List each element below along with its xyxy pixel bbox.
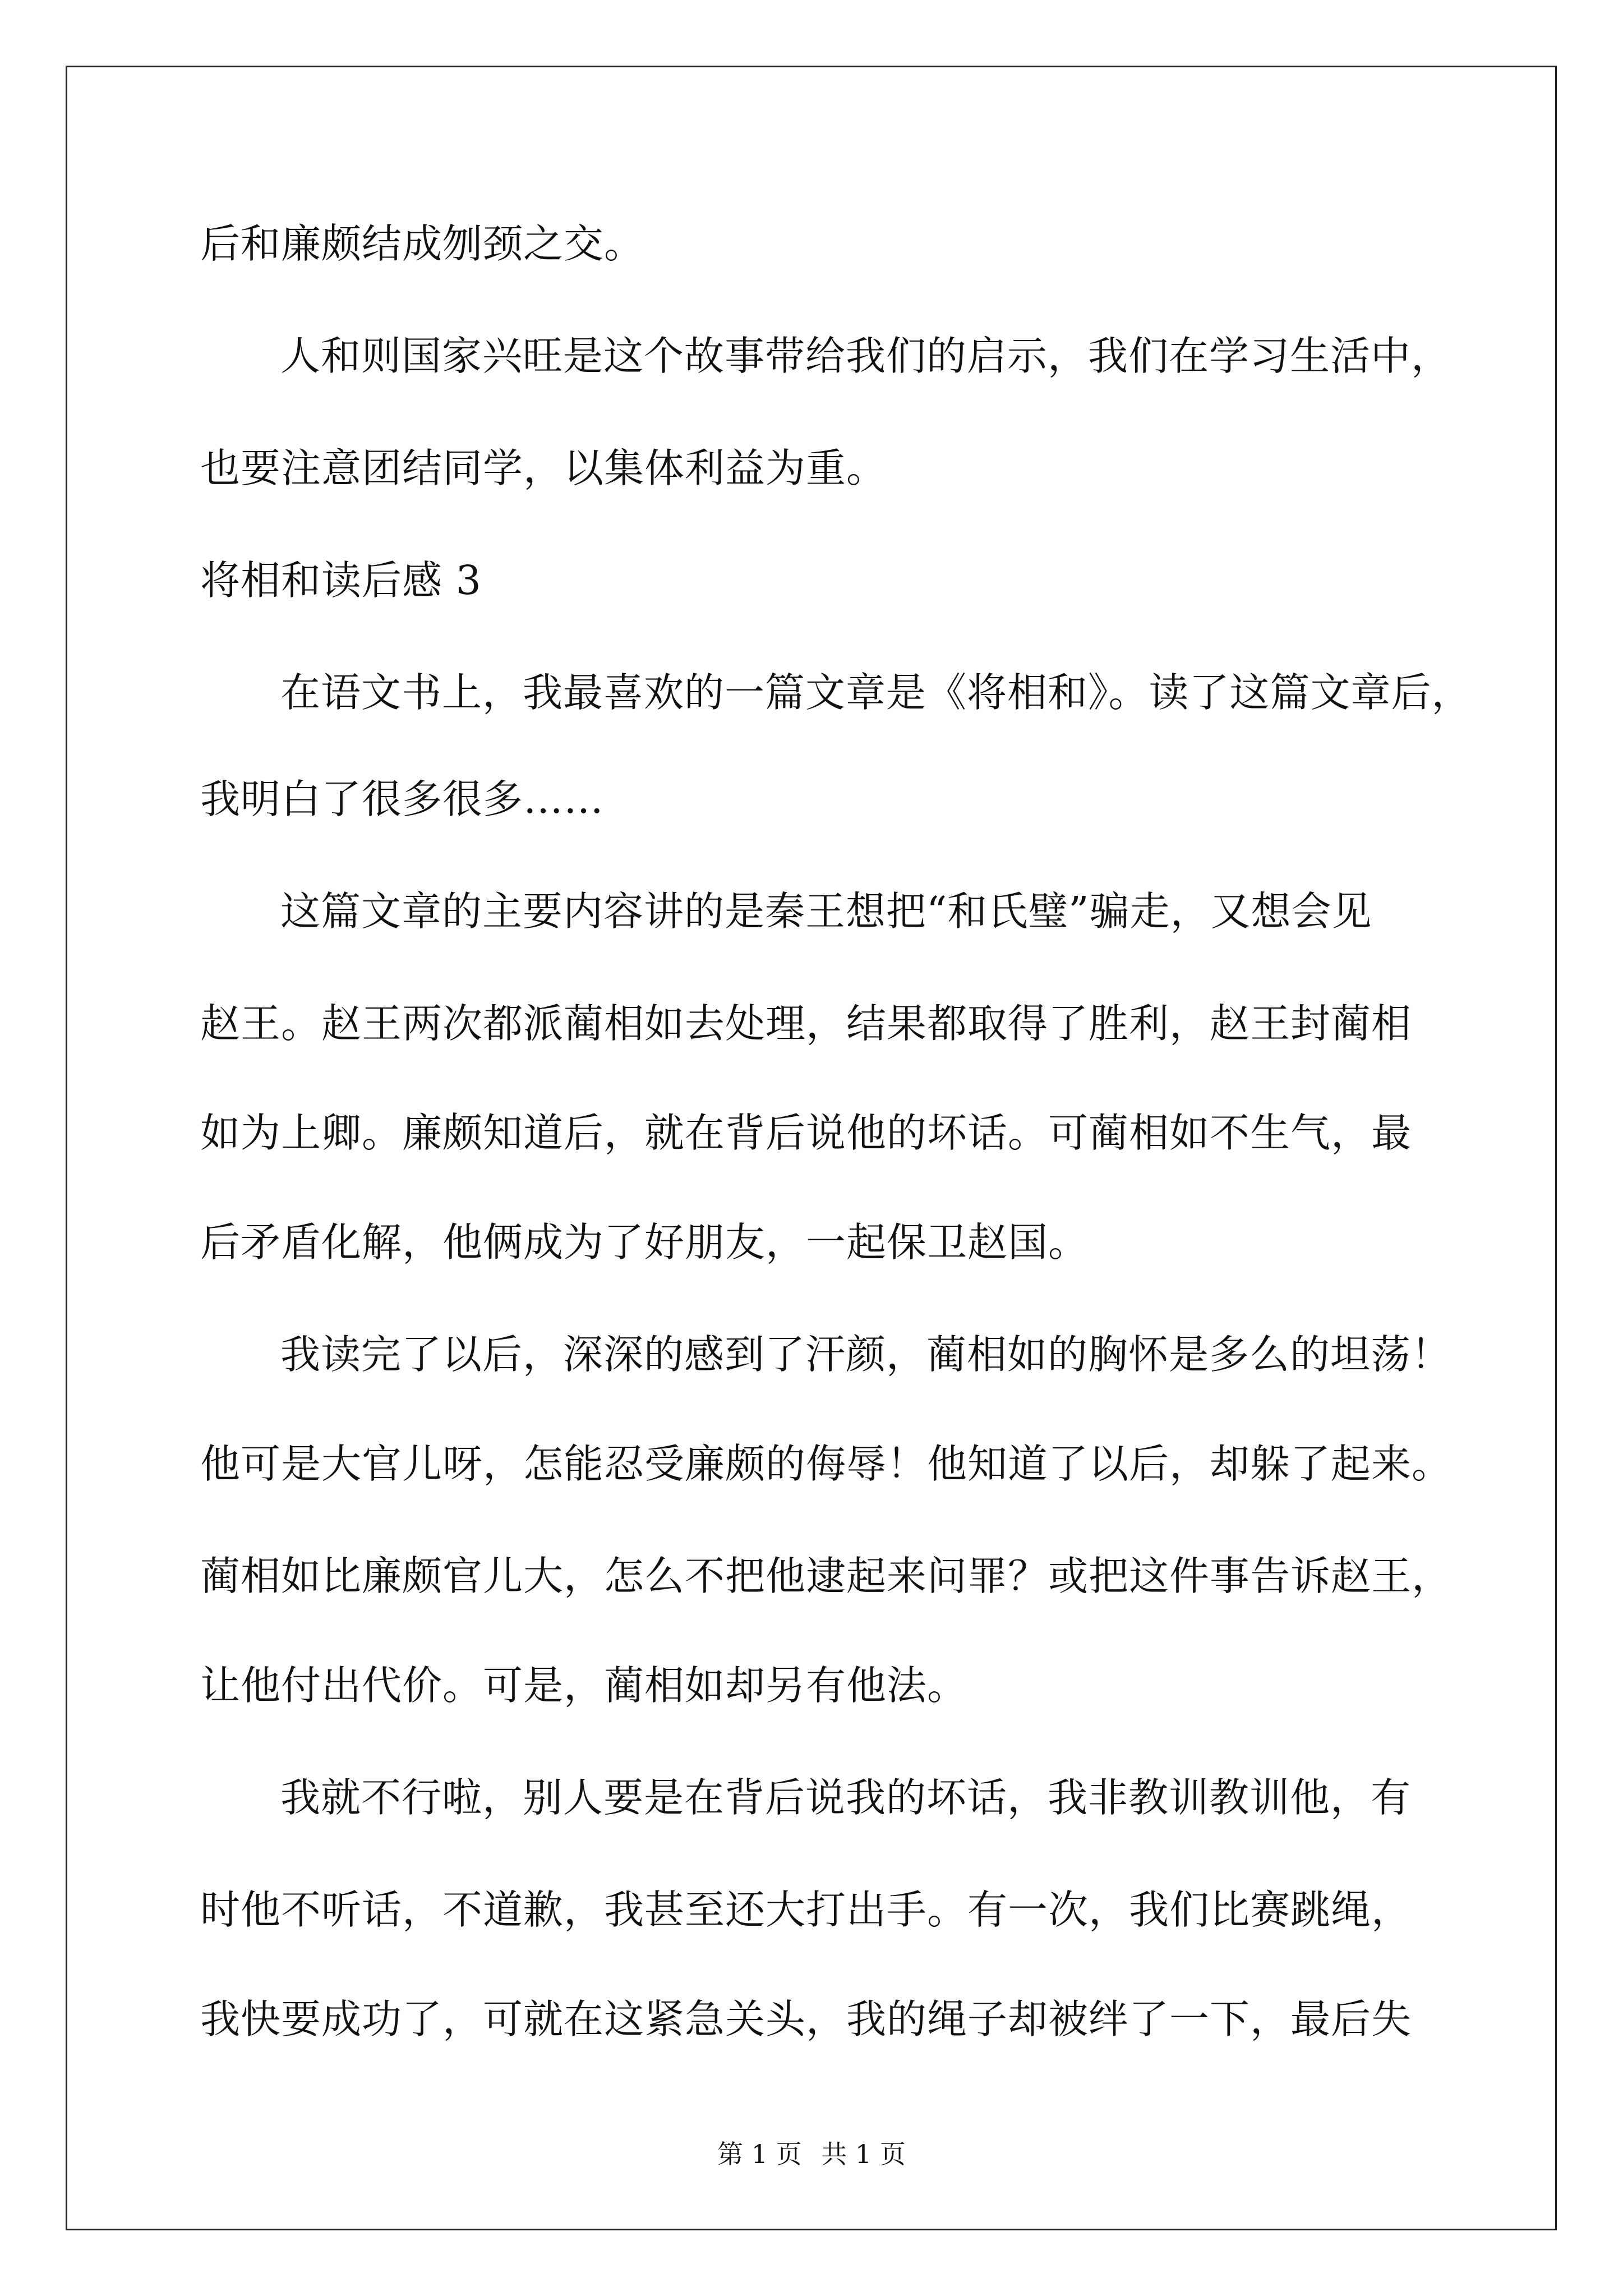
page-number: 第 1 页 bbox=[717, 2139, 802, 2169]
body-line: 后矛盾化解，他俩成为了好朋友，一起保卫赵国。 bbox=[200, 1219, 1089, 1266]
body-line: 赵王。赵王两次都派蔺相如去处理，结果都取得了胜利，赵王封蔺相 bbox=[200, 1000, 1412, 1047]
body-line: 后和廉颇结成刎颈之交。 bbox=[200, 220, 645, 267]
page-total: 共 1 页 bbox=[821, 2139, 906, 2169]
body-line: 这篇文章的主要内容讲的是秦王想把“和氏璧”骗走，又想会见 bbox=[280, 888, 1372, 935]
body-line: 我读完了以后，深深的感到了汗颜，蔺相如的胸怀是多么的坦荡！ bbox=[280, 1331, 1452, 1378]
body-line: 他可是大官儿呀，怎能忍受廉颇的侮辱！他知道了以后，却躲了起来。 bbox=[200, 1441, 1453, 1487]
section-heading: 将相和读后感 3 bbox=[200, 557, 482, 604]
body-line: 我明白了很多很多…… bbox=[200, 776, 605, 822]
body-line: 我快要成功了，可就在这紧急关头，我的绳子却被绊了一下，最后失 bbox=[200, 1996, 1412, 2042]
body-line: 在语文书上，我最喜欢的一篇文章是《将相和》。读了这篇文章后， bbox=[280, 669, 1472, 716]
body-line: 时他不听话，不道歉，我甚至还大打出手。有一次，我们比赛跳绳， bbox=[200, 1887, 1412, 1933]
body-line: 如为上卿。廉颇知道后，就在背后说他的坏话。可蔺相如不生气，最 bbox=[200, 1110, 1412, 1156]
body-line: 蔺相如比廉颇官儿大，怎么不把他逮起来问罪？或把这件事告诉赵王， bbox=[200, 1553, 1453, 1599]
body-line: 也要注意团结同学，以集体利益为重。 bbox=[200, 445, 887, 491]
page-footer bbox=[0, 2137, 1623, 2171]
body-line: 我就不行啦，别人要是在背后说我的坏话，我非教训教训他，有 bbox=[280, 1774, 1412, 1821]
body-line: 人和则国家兴旺是这个故事带给我们的启示，我们在学习生活中， bbox=[280, 333, 1452, 379]
body-line: 让他付出代价。可是，蔺相如却另有他法。 bbox=[200, 1662, 968, 1709]
